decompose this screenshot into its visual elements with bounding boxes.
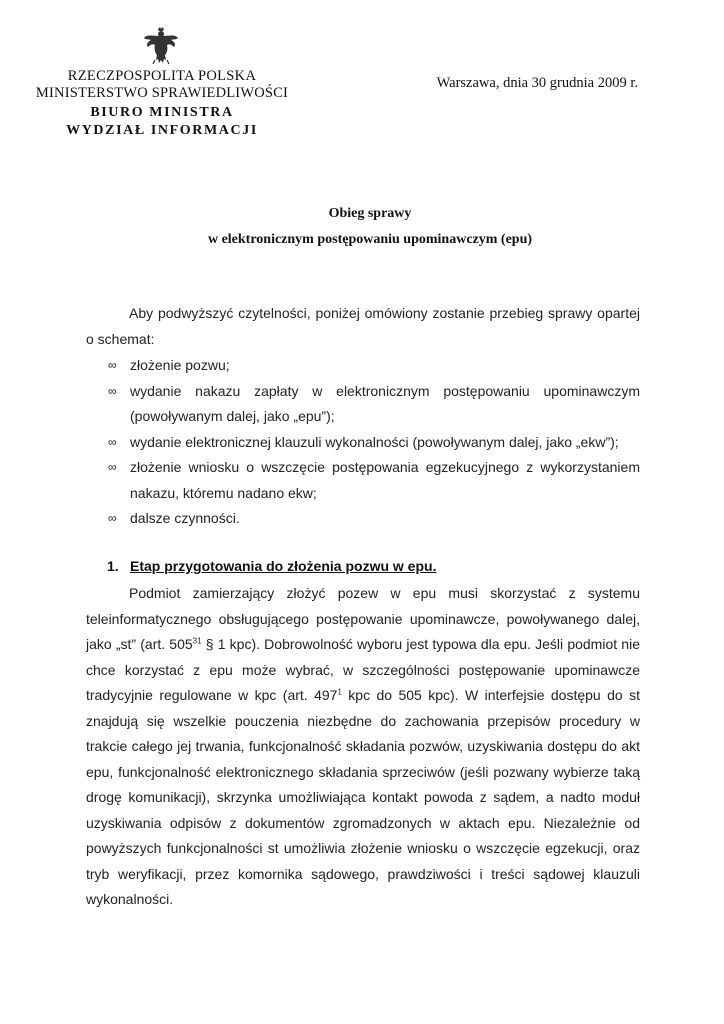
bullet-symbol: ∞ [108, 434, 117, 449]
document-subtitle: w elektronicznym postępowaniu upominawczym (epu) [207, 232, 533, 247]
document-title: Obieg sprawy [328, 206, 412, 221]
list-item-text: wydanie nakazu zapłaty w elektronicznym postępowaniu upominawczym (powoływanym dalej, jako „epu”); [130, 382, 640, 424]
list-item [108, 506, 640, 532]
paragraph-part-a: Podmiot zamierzający złożyć pozew w epu musi skorzystać z systemu teleinformatycznego obsługującego postępowanie upominawcze, powoływanego dalej, jako „st” (art. 505 [86, 585, 640, 652]
superscript-b: 1 [337, 687, 342, 697]
office-name: BIURO MINISTRA [90, 105, 234, 120]
paragraph-part-c: kpc do 505 kpc). W interfejsie dostępu do st znajdują się wszelkie pouczenia niezbędne do zachowania przepisów procedury w trakcie całego jej trwania, funkcjonalność składania pozwów, uzyskiwania dostępu do akt epu, funkcjonalność elektronicznego składania sprzeciwów (jeśli pozwany wybierze taką drogę komunikacji), skrzynka umożliwiająca kontakt powoda z sądem, a nadto moduł uzyskiwania odpisów z dokumentów zgromadzonych w aktach epu. Niezależnie od powyższych funkcjonalności st umożliwia złożenie wniosku o wszczęcie egzekucji, oraz tryb weryfikacji, przez komornika sądowego, prawdziwości i treści sądowej klauzuli wykonalności. [86, 687, 640, 907]
intro-paragraph [86, 301, 640, 352]
country-name: RZECZPOSPOLITA POLSKA [67, 68, 257, 84]
list-item-text: wydanie elektronicznej klauzuli wykonalności (powoływanym dalej, jako „ekw”); [130, 433, 619, 450]
section-title: Etap przygotowania do złożenia pozwu w epu. [130, 558, 437, 574]
bullet-symbol: ∞ [108, 511, 117, 525]
section-paragraph [86, 581, 640, 913]
intro-text: Aby podwyższyć czytelności, poniżej omówiony zostanie przebieg sprawy opartej o schemat: [86, 305, 640, 347]
ministry-name: MINISTERSTWO SPRAWIEDLIWOŚCI [35, 85, 289, 101]
section-heading [107, 558, 436, 574]
list-item [108, 430, 640, 456]
paragraph-part-b: § 1 kpc). Dobrowolność wyboru jest typowa dla epu. Jeśli podmiot nie chce korzystać z epu może wybrać, w szczególności postępowanie upominawcze tradycyjnie regulowane w kpc (art. 497 [86, 636, 640, 703]
polish-eagle-icon [143, 26, 179, 66]
date-line: Warszawa, dnia 30 grudnia 2009 r. [436, 75, 638, 91]
schema-list [108, 353, 640, 532]
list-item-text: złożenie pozwu; [130, 357, 230, 373]
list-item [108, 455, 640, 506]
list-item [108, 353, 640, 379]
department-name: WYDZIAŁ INFORMACJI [66, 123, 258, 138]
list-item-text: dalsze czynności. [130, 510, 240, 526]
list-item-text: złożenie wniosku o wszczęcie postępowania egzekucyjnego z wykorzystaniem nakazu, któremu nadano ekw; [130, 459, 640, 501]
bullet-symbol: ∞ [108, 460, 117, 474]
list-item [108, 379, 640, 430]
bullet-symbol: ∞ [108, 383, 117, 398]
section-body [86, 581, 640, 913]
letterhead [30, 68, 294, 140]
bullet-symbol: ∞ [108, 358, 117, 372]
superscript-a: 31 [192, 636, 202, 646]
section-number: 1. [107, 558, 119, 574]
